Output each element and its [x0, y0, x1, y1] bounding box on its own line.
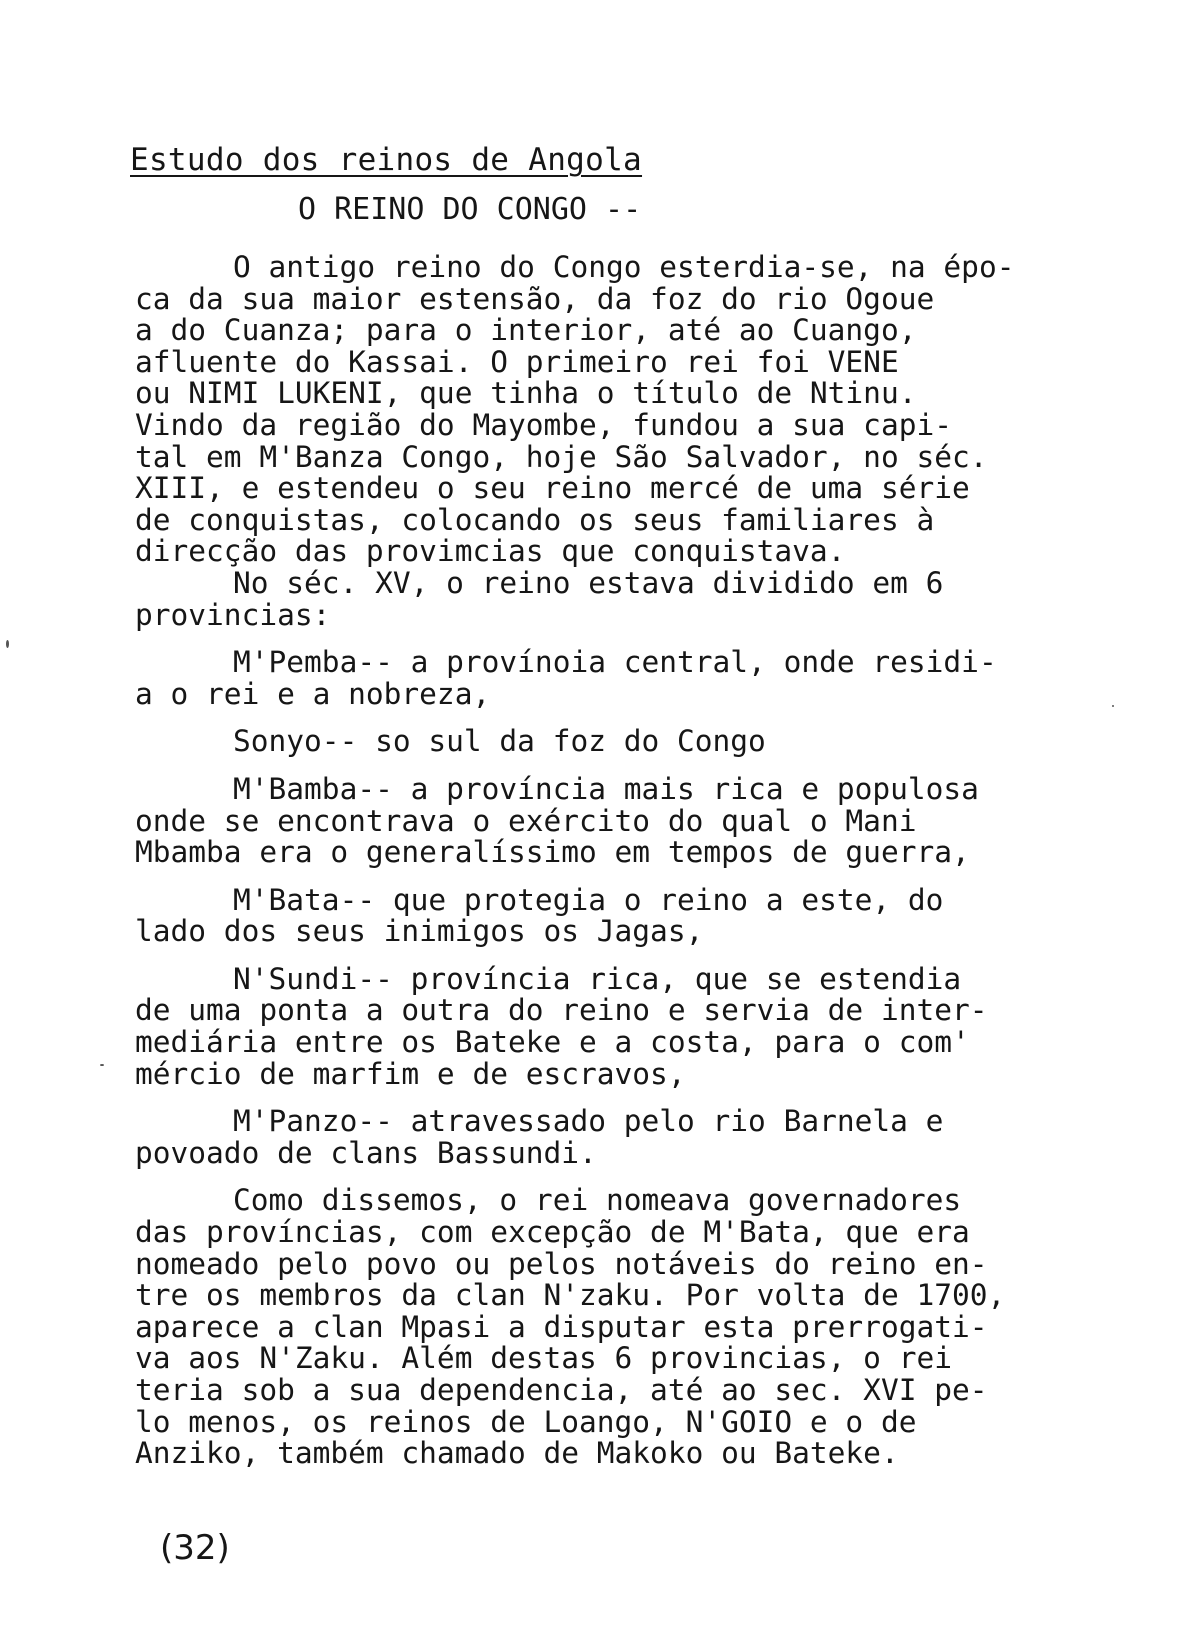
text-line: provincias:: [135, 597, 331, 632]
text-line: tal em M'Banza Congo, hoje São Salvador, no séc.: [135, 439, 988, 474]
paragraph-mbamba: [135, 771, 1145, 870]
body-text: [135, 252, 1145, 1470]
text-line: va aos N'Zaku. Além destas 6 provincias, o rei: [135, 1341, 952, 1376]
text-line: No séc. XV, o reino estava dividido em 6: [233, 565, 944, 600]
text-line: lado dos seus inimigos os Jagas,: [135, 914, 704, 949]
scan-speck: [100, 1064, 104, 1066]
text-line: ou NIMI LUKENI, que tinha o título de Ntinu.: [135, 376, 917, 411]
text-line: a do Cuanza; para o interior, até ao Cuango,: [135, 313, 917, 348]
section-title: Estudo dos reinos de Angola: [130, 142, 643, 178]
text-line: aparece a clan Mpasi a disputar esta prerrogati-: [135, 1309, 988, 1344]
text-line: N'Sundi-- província rica, que se estendia: [233, 961, 962, 996]
page-number: (32): [160, 1528, 230, 1568]
scan-speck: [1112, 705, 1114, 707]
text-line: afluente do Kassai. O primeiro rei foi VENE: [135, 344, 899, 379]
text-line: de conquistas, colocando os seus familiares à: [135, 502, 935, 537]
paragraph-mpanzo: [135, 1106, 1145, 1169]
text-line: tre os membros da clan N'zaku. Por volta de 1700,: [135, 1278, 1006, 1313]
text-line: M'Bamba-- a província mais rica e populosa: [233, 771, 979, 806]
text-line: de uma ponta a outra do reino e servia de inter-: [135, 993, 988, 1028]
chapter-subtitle: O REINO DO CONGO --: [298, 192, 642, 227]
text-line: Como dissemos, o rei nomeava governadores: [233, 1183, 962, 1218]
text-line: Anziko, também chamado de Makoko ou Bateke.: [135, 1436, 899, 1471]
text-line: lo menos, os reinos de Loango, N'GOIO e o de: [135, 1404, 917, 1439]
text-line: mediária entre os Bateke e a costa, para o com': [135, 1025, 970, 1060]
text-line: ca da sua maior estensão, da foz do rio Ogoue: [135, 281, 935, 316]
text-line: das províncias, com excepção de M'Bata, que era: [135, 1215, 970, 1250]
text-line: a o rei e a nobreza,: [135, 676, 491, 711]
text-line: Sonyo-- so sul da foz do Congo: [233, 724, 766, 759]
paragraph-nsundi: [135, 961, 1145, 1091]
text-line: O antigo reino do Congo esterdia-se, na épo-: [233, 250, 1015, 284]
text-line: M'Bata-- que protegia o reino a este, do: [233, 882, 944, 917]
paragraph-intro: [135, 252, 1145, 568]
text-line: Vindo da região do Mayombe, fundou a sua capi-: [135, 407, 952, 442]
text-line: teria sob a sua dependencia, até ao sec. XVI pe-: [135, 1373, 988, 1407]
paragraph-mbata: [135, 882, 1145, 949]
text-line: onde se encontrava o exército do qual o Mani: [135, 803, 917, 838]
text-line: nomeado pelo povo ou pelos notáveis do reino en-: [135, 1246, 988, 1281]
paragraph-provinces-intro: [135, 565, 1145, 632]
text-line: mércio de marfim e de escravos,: [135, 1056, 686, 1091]
text-line: M'Pemba-- a provínoia central, onde residi-: [233, 645, 997, 680]
paragraph-mpemba: [135, 647, 1145, 710]
text-line: Mbamba era o generalíssimo em tempos de guerra,: [135, 835, 970, 870]
scan-speck: [6, 640, 9, 648]
paragraph-governors: [135, 1185, 1145, 1469]
paragraph-sonyo: [135, 726, 1145, 758]
text-line: M'Panzo-- atravessado pelo rio Barnela e: [233, 1104, 944, 1139]
text-line: direcção das provimcias que conquistava.: [135, 534, 846, 569]
text-line: povoado de clans Bassundi.: [135, 1135, 597, 1170]
text-line: XIII, e estendeu o seu reino mercé de uma série: [135, 471, 970, 506]
